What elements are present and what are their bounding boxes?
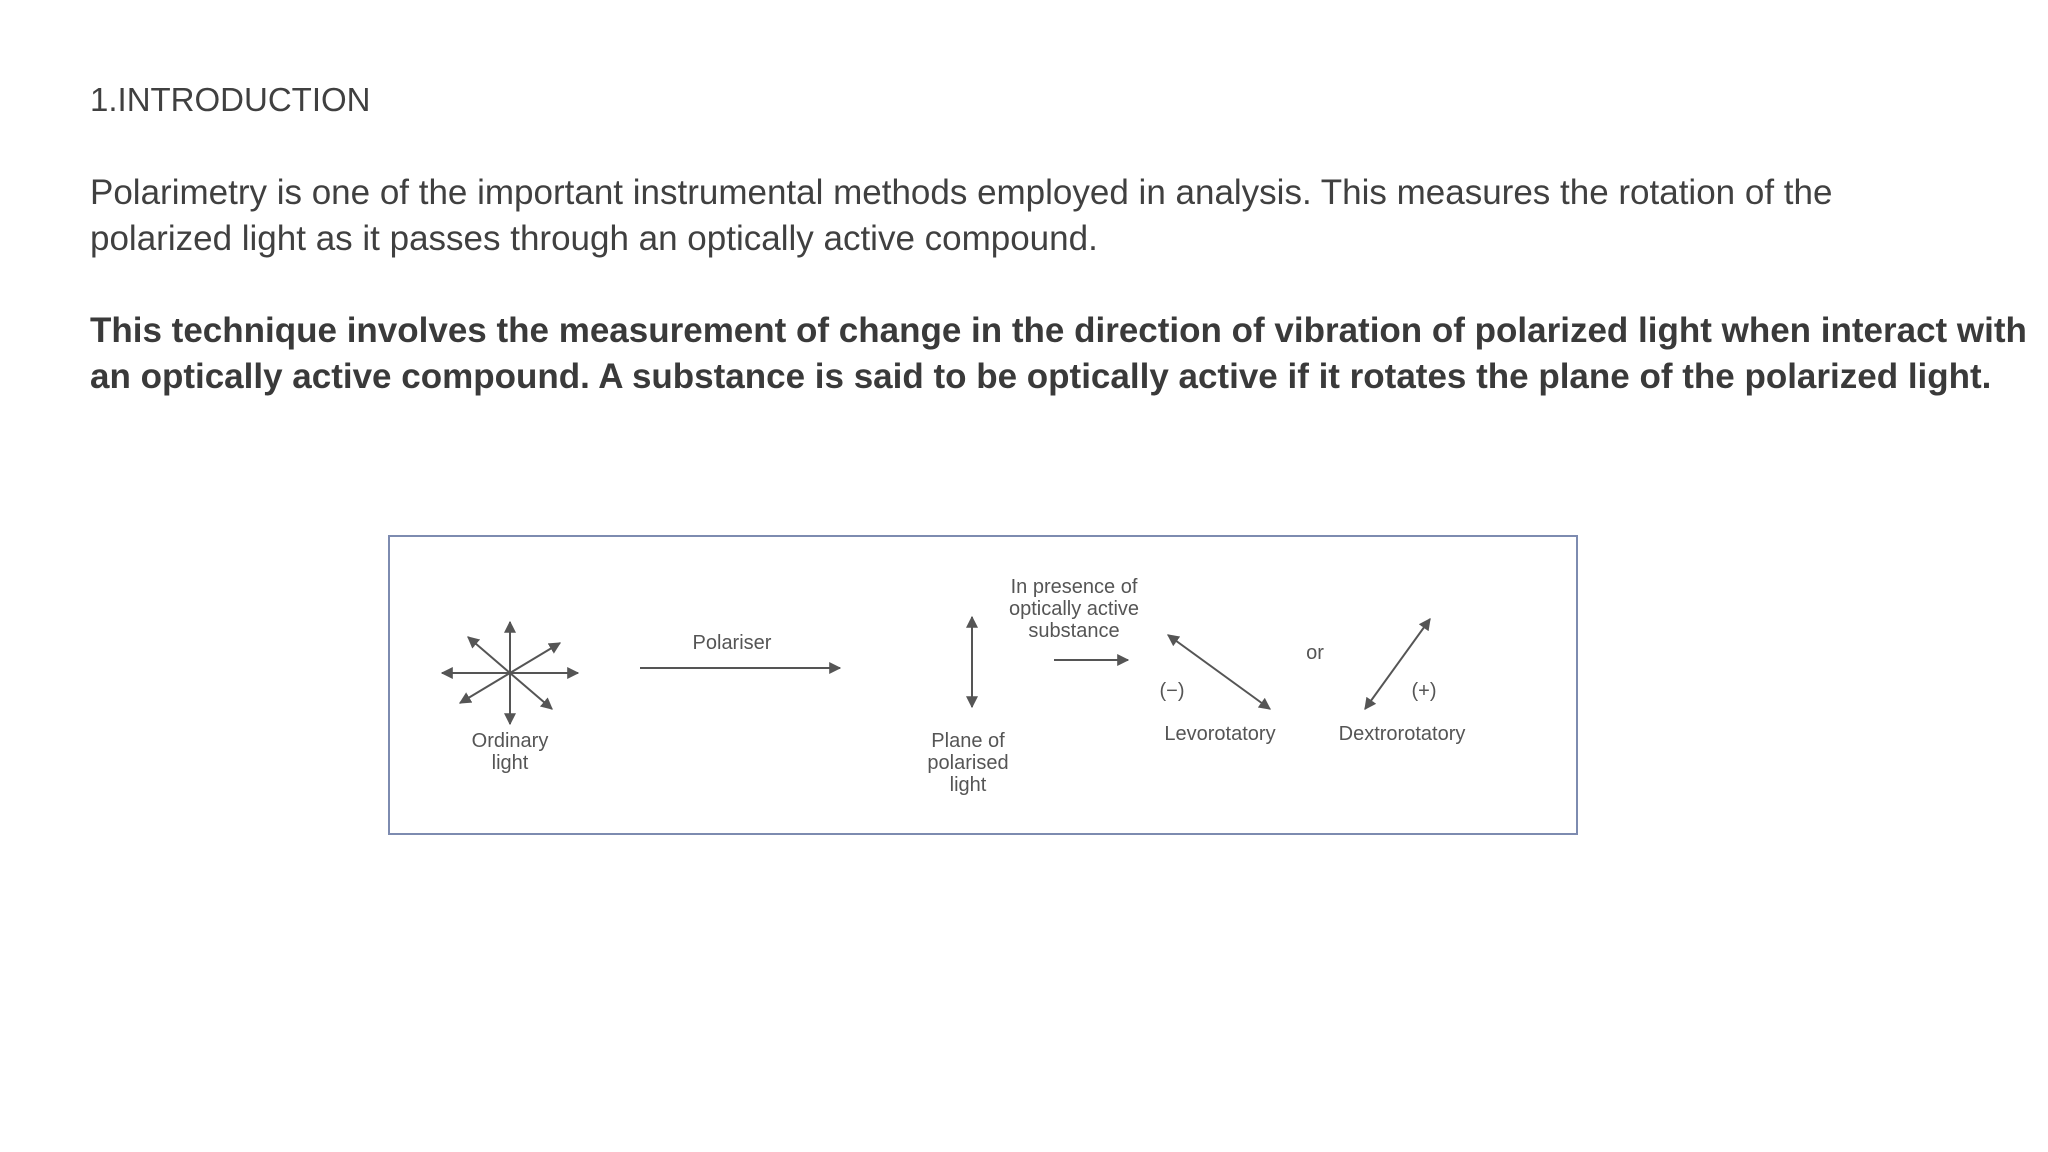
plus-sign-label: (+) <box>1411 680 1437 702</box>
ordinary-light-star-icon <box>442 622 578 724</box>
minus-sign-label: (−) <box>1159 680 1185 702</box>
definition-paragraph-line-1: This technique involves the measurement of change in the direction of vibration of polarized light when interact with <box>90 311 2027 350</box>
intro-paragraph <box>90 170 1990 262</box>
presence-label-3: substance <box>1028 620 1120 642</box>
levorotatory-label: Levorotatory <box>1164 723 1276 745</box>
intro-paragraph-line-1: Polarimetry is one of the important instrumental methods employed in analysis. This measures the rotation of the <box>90 173 1833 212</box>
polarization-diagram-svg <box>390 537 1576 833</box>
presence-label-2: optically active <box>1008 598 1140 620</box>
intro-paragraph-line-2: polarized light as it passes through an optically active compound. <box>90 219 1098 258</box>
plane-polarised-label-1: Plane of <box>931 730 1005 752</box>
presence-label-1: In presence of <box>1010 576 1138 598</box>
plane-polarised-label-2: polarised <box>927 752 1009 774</box>
plane-polarised-label-3: light <box>949 774 987 796</box>
dextrorotatory-label: Dextrorotatory <box>1338 723 1466 745</box>
polarization-diagram <box>388 535 1578 835</box>
section-heading: 1.INTRODUCTION <box>90 81 371 118</box>
definition-paragraph-line-2: an optically active compound. A substance is said to be optically active if it rotates the plane of the polarized light. <box>90 357 1992 396</box>
ordinary-light-label-1: Ordinary <box>471 730 549 752</box>
definition-paragraph <box>90 308 2027 400</box>
polariser-label: Polariser <box>692 632 772 654</box>
or-label: or <box>1306 642 1324 664</box>
ordinary-light-label-2: light <box>491 752 529 774</box>
